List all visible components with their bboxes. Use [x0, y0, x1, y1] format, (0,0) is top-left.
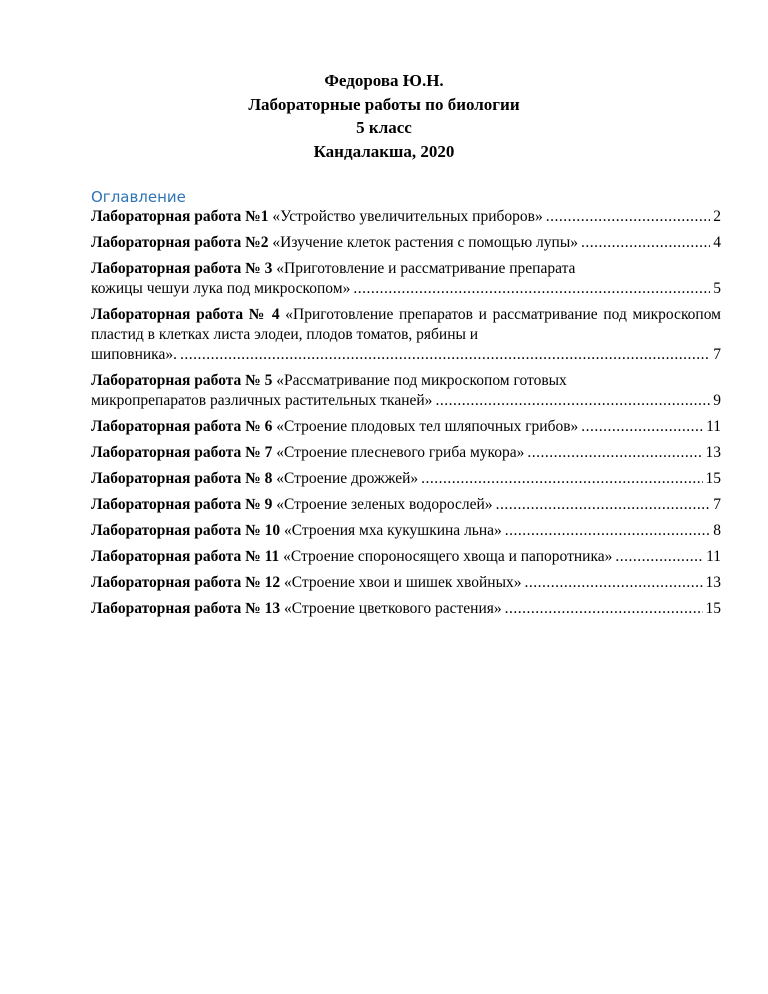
toc-entry-text: Лабораторная работа № 10 «Строения мха кукушкина льна» [91, 522, 502, 539]
toc-page-number: 9 [713, 392, 721, 409]
leader-dots [525, 573, 703, 593]
toc-entry-text: Лабораторная работа № 5 «Рассматривание под микроскопом готовых [91, 372, 567, 389]
table-of-contents [91, 207, 721, 625]
toc-entry-10[interactable] [91, 521, 721, 541]
leader-dots [505, 599, 703, 619]
toc-entry-text: Лабораторная работа № 7 «Строение плесневого гриба мукора» [91, 444, 525, 461]
toc-entry-text: Лабораторная работа №1 «Устройство увеличительных приборов» [91, 208, 543, 225]
toc-entry-text: Лабораторная работа № 3 «Приготовление и рассматривание препарата [91, 260, 576, 277]
leader-dots [353, 279, 710, 299]
leader-dots [581, 233, 710, 253]
toc-entry-12[interactable] [91, 573, 721, 593]
document-title: Лабораторные работы по биологии [248, 94, 520, 114]
toc-entry-text: Лабораторная работа № 6 «Строение плодовых тел шляпочных грибов» [91, 418, 579, 435]
toc-entry-text-cont: микропрепаратов различных растительных тканей» [91, 392, 433, 409]
toc-entry-text-cont: кожицы чешуи лука под микроскопом» [91, 280, 351, 297]
toc-entry-text: Лабораторная работа № 12 «Строение хвои и шишек хвойных» [91, 574, 522, 591]
toc-entry-5[interactable] [91, 371, 721, 411]
toc-entry-4[interactable] [91, 305, 721, 365]
toc-entry-text-cont: шиповника». [91, 346, 177, 363]
place-year: Кандалакша, 2020 [313, 141, 455, 161]
toc-page-number: 11 [706, 548, 721, 565]
toc-page-number: 7 [713, 346, 721, 363]
toc-entry-text: Лабораторная работа № 4 «Приготовление препаратов и рассматривание под микроскопом пластид в клетках листа элодеи, плодов томатов, рябины и [91, 306, 721, 343]
toc-entry-text: Лабораторная работа №2 «Изучение клеток растения с помощью лупы» [91, 234, 578, 251]
toc-page-number: 13 [705, 444, 721, 461]
toc-entry-6[interactable] [91, 417, 721, 437]
toc-entry-11[interactable] [91, 547, 721, 567]
leader-dots [180, 345, 710, 365]
author-name: Федорова Ю.Н. [324, 71, 444, 90]
toc-page-number: 2 [713, 208, 721, 225]
toc-entry-text: Лабораторная работа № 13 «Строение цветкового растения» [91, 600, 502, 617]
toc-entry-3[interactable] [91, 259, 721, 299]
leader-dots [527, 443, 702, 463]
leader-dots [581, 417, 703, 437]
toc-page-number: 15 [705, 600, 721, 617]
toc-entry-8[interactable] [91, 469, 721, 489]
leader-dots [615, 547, 703, 567]
toc-entry-7[interactable] [91, 443, 721, 463]
toc-page-number: 13 [705, 574, 721, 591]
toc-page-number: 7 [713, 496, 721, 513]
leader-dots [496, 495, 711, 515]
leader-dots [435, 391, 710, 411]
leader-dots [546, 207, 711, 227]
toc-entry-text: Лабораторная работа № 9 «Строение зеленых водорослей» [91, 496, 493, 513]
toc-page-number: 8 [713, 522, 721, 539]
toc-page-number: 15 [705, 470, 721, 487]
toc-entry-text: Лабораторная работа № 11 «Строение спороносящего хвоща и папоротника» [91, 548, 613, 565]
toc-page-number: 5 [713, 280, 721, 297]
toc-page-number: 4 [713, 234, 721, 251]
toc-entry-13[interactable] [91, 599, 721, 619]
toc-entry-1[interactable] [91, 207, 721, 227]
leader-dots [421, 469, 702, 489]
grade-label: 5 класс [356, 118, 412, 137]
toc-entry-2[interactable] [91, 233, 721, 253]
toc-entry-9[interactable] [91, 495, 721, 515]
toc-entry-text: Лабораторная работа № 8 «Строение дрожжей» [91, 470, 419, 487]
document-header [0, 69, 768, 163]
toc-heading: Оглавление [91, 188, 186, 206]
leader-dots [505, 521, 710, 541]
toc-page-number: 11 [706, 418, 721, 435]
